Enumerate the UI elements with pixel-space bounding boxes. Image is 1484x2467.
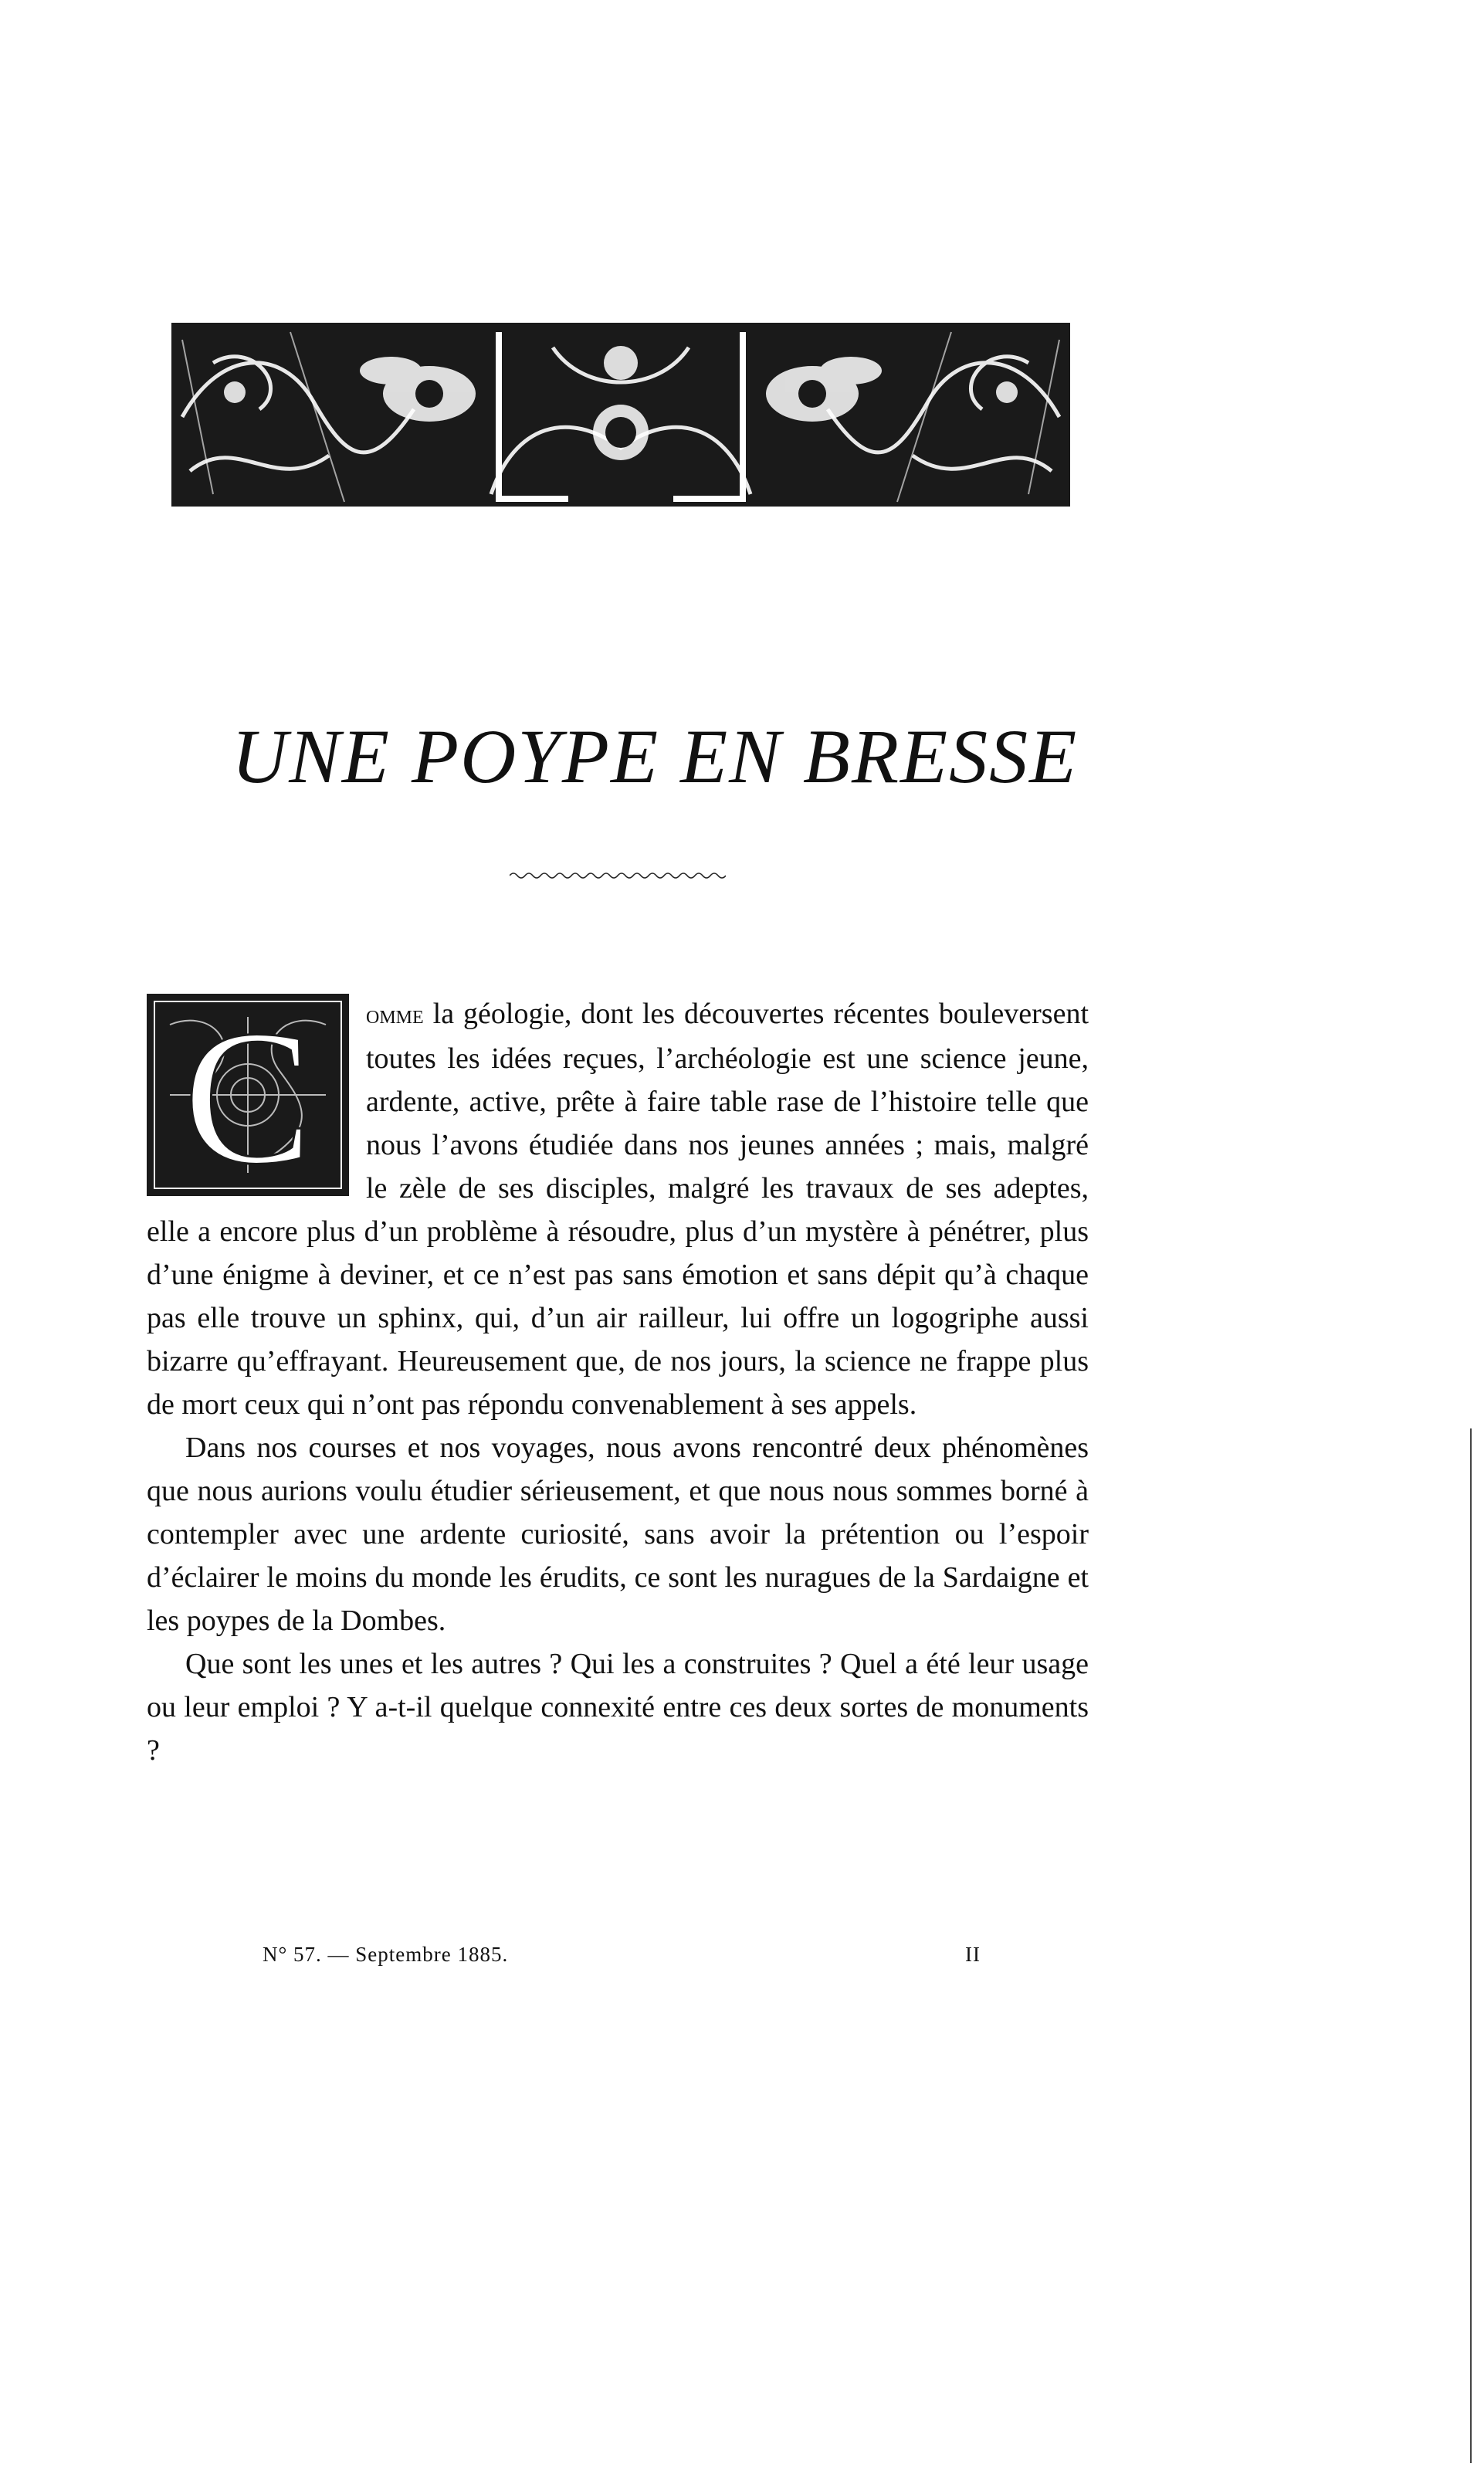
paragraph-2: Dans nos courses et nos voyages, nous avons rencontré deux phénomènes que nous aurions voulu étudier sérieusement, et que nous nous sommes borné à contempler avec une ardente curiosité, sans avoir la prétention ou l’espoir d’éclairer le moins du monde les érudits, ce sont les nuragues de la Sardaigne et les poypes de la Dombes. <box>147 1432 1089 1637</box>
paragraph-1 <box>147 992 1089 1426</box>
wavy-rule-graphic <box>510 871 726 880</box>
svg-text:C: C <box>183 994 313 1196</box>
paragraph-3: Que sont les unes et les autres ? Qui les a construites ? Quel a été leur usage ou leur emploi ? Y a-t-il quelque connexité entre ces deux sortes de monuments ? <box>147 1648 1089 1767</box>
page-edge-line <box>1470 1428 1472 2463</box>
header-ornament <box>167 317 1075 513</box>
issue-reference: N° 57. — Septembre 1885. <box>263 1943 509 1966</box>
page-title: UNE POYPE EN BRESSE <box>232 713 1079 799</box>
ornate-initial-c <box>147 994 349 1196</box>
article-body <box>147 992 1089 1772</box>
opening-smallcaps: omme <box>366 1001 424 1029</box>
drop-cap <box>147 994 349 1196</box>
ornament-band-graphic <box>167 317 1075 513</box>
title-wavy-rule <box>510 871 726 880</box>
paragraph-1-text: la géologie, dont les découvertes récentes bouleversent toutes les idées reçues, l’archéologie est une science jeune, ardente, active, prête à faire table rase de l’histoire telle que nous l’avons étudiée dans nos jeunes années ; mais, malgré le zèle de ses disciples, malgré les travaux de ses adeptes, elle a encore plus d’un problème à résoudre, plus d’un mystère à pénétrer, plus d’une énigme à deviner, et ce n’est pas sans émotion et sans dépit qu’à chaque pas elle trouve un sphinx, qui, d’un air railleur, lui offre un logogriphe aussi bizarre qu’effrayant. Heureusement que, de nos jours, la science ne frappe plus de mort ceux qui n’ont pas répondu convenablement à ses appels. <box>147 998 1089 1421</box>
signature-mark: II <box>965 1943 981 1966</box>
